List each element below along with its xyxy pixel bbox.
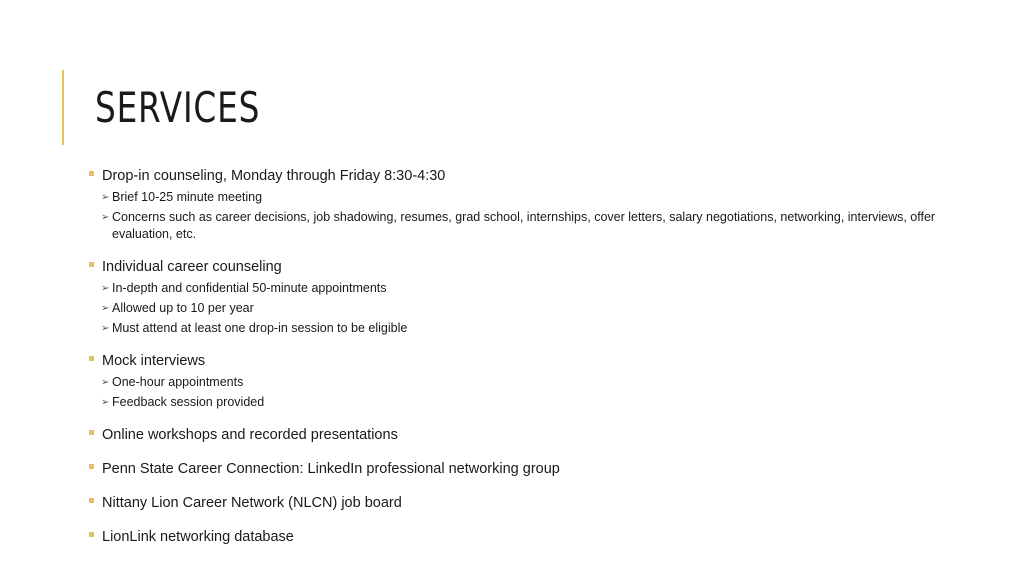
list-item <box>88 166 988 186</box>
title-accent-bar <box>62 70 64 145</box>
arrow-bullet-icon: ➢ <box>101 377 110 388</box>
list-item-online-workshops <box>88 425 988 445</box>
arrow-bullet-icon: ➢ <box>101 303 110 314</box>
list-item-nlcn <box>88 493 988 513</box>
list-item-text: Drop-in counseling, Monday through Friday 8:30-4:30 <box>102 168 446 184</box>
list-item-text: Nittany Lion Career Network (NLCN) job board <box>102 495 402 511</box>
square-bullet-icon <box>89 262 94 267</box>
arrow-bullet-icon: ➢ <box>101 212 110 223</box>
list-item-text: Mock interviews <box>102 353 206 369</box>
bullet-list <box>88 166 988 561</box>
square-bullet-icon <box>89 464 94 469</box>
list-item <box>88 527 988 547</box>
list-item-career-connection <box>88 459 988 479</box>
arrow-bullet-icon: ➢ <box>101 192 110 203</box>
square-bullet-icon <box>89 356 94 361</box>
arrow-bullet-icon: ➢ <box>101 397 110 408</box>
square-bullet-icon <box>89 498 94 503</box>
sub-list-item-text: One-hour appointments <box>112 375 244 389</box>
sub-list-item <box>88 189 988 206</box>
sub-list-item <box>88 209 988 243</box>
list-item-individual <box>88 257 988 337</box>
list-item <box>88 493 988 513</box>
sub-list-item-text: Feedback session provided <box>112 395 265 409</box>
sub-list-item <box>88 374 988 391</box>
list-item <box>88 257 988 277</box>
arrow-bullet-icon: ➢ <box>101 323 110 334</box>
sub-list-item <box>88 320 988 337</box>
sub-list-item <box>88 280 988 297</box>
square-bullet-icon <box>89 532 94 537</box>
list-item-text: Online workshops and recorded presentations <box>102 427 398 443</box>
list-item-lionlink <box>88 527 988 547</box>
list-item-text: Penn State Career Connection: LinkedIn professional networking group <box>102 461 560 477</box>
sub-list-item-text: Allowed up to 10 per year <box>112 301 254 315</box>
list-item <box>88 459 988 479</box>
sub-list-item-text: Brief 10-25 minute meeting <box>112 190 263 204</box>
sub-list-item <box>88 300 988 317</box>
list-item <box>88 425 988 445</box>
list-item-drop-in <box>88 166 988 243</box>
list-item-text: LionLink networking database <box>102 529 294 545</box>
square-bullet-icon <box>89 430 94 435</box>
sub-list-item-text: Must attend at least one drop-in session to be eligible <box>112 321 408 335</box>
sub-list-item-text: In-depth and confidential 50-minute appointments <box>112 281 387 295</box>
sub-list-item <box>88 394 988 411</box>
square-bullet-icon <box>89 171 94 176</box>
list-item-mock-interviews <box>88 351 988 411</box>
list-item <box>88 351 988 371</box>
sub-list-item-text: Concerns such as career decisions, job shadowing, resumes, grad school, internships, cover letters, salary negotiations, networking, interviews, offer evaluation, etc. <box>112 210 936 241</box>
arrow-bullet-icon: ➢ <box>101 283 110 294</box>
slide-title: SERVICES <box>95 83 261 132</box>
list-item-text: Individual career counseling <box>102 259 282 275</box>
